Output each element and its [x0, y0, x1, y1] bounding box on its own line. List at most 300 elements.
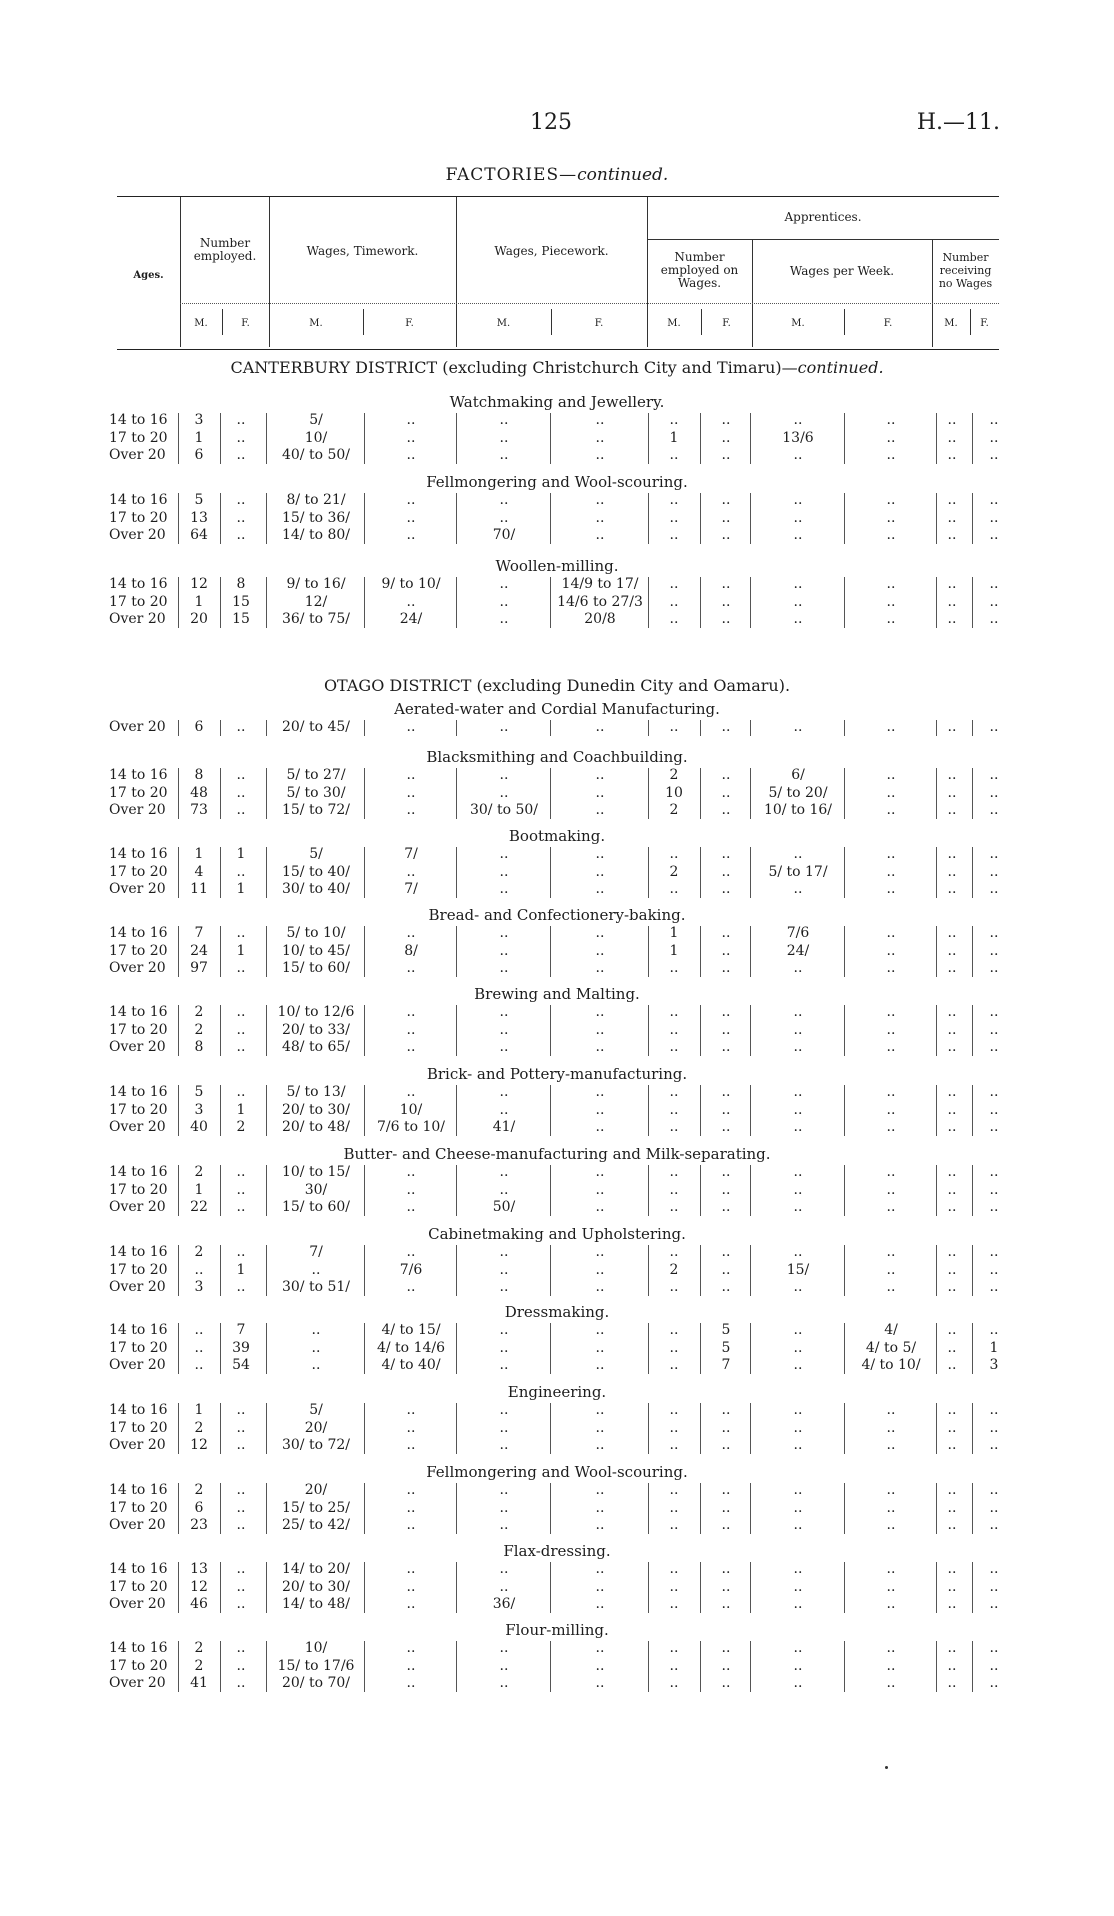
cell-appr-wages-m: ..	[793, 593, 803, 610]
cell-employed-m: 23	[190, 1517, 208, 1533]
table-row	[0, 447, 1114, 464]
trade-heading: Brewing and Malting.	[474, 985, 640, 1003]
cell-appr-employed-m: ..	[669, 1101, 679, 1118]
column-rule	[364, 1403, 365, 1454]
cell-appr-employed-m: 2	[669, 767, 679, 783]
column-rule	[456, 1562, 457, 1613]
column-rule	[648, 493, 649, 544]
cell-appr-wages-m: ..	[793, 1322, 803, 1338]
cell-appr-wages-f: 4/ to 5/	[865, 1339, 917, 1356]
table-row	[0, 1022, 1114, 1039]
cell-timework-f: ..	[406, 1499, 416, 1516]
cell-appr-nowages-f: ..	[989, 1244, 999, 1260]
cell-appr-wages-m: ..	[793, 960, 803, 976]
cell-appr-nowages-f: ..	[989, 412, 999, 428]
column-rule	[936, 720, 937, 736]
cell-appr-nowages-m: ..	[947, 1561, 957, 1577]
cell-appr-wages-f: ..	[886, 1657, 896, 1674]
column-rule	[550, 720, 551, 736]
cell-piecework-m: ..	[499, 767, 509, 783]
trade-heading: Engineering.	[507, 1383, 607, 1401]
cell-appr-wages-f: ..	[886, 719, 896, 735]
header-m: M.	[194, 318, 208, 329]
table-row	[0, 1244, 1114, 1261]
header-number-employed: Number employed.	[193, 236, 257, 263]
cell-age: 17 to 20	[109, 509, 168, 526]
cell-appr-nowages-m: ..	[947, 576, 957, 592]
cell-piecework-m: ..	[499, 881, 509, 897]
cell-piecework-m: ..	[499, 1004, 509, 1020]
column-rule	[972, 413, 973, 464]
cell-appr-wages-f: ..	[886, 1101, 896, 1118]
column-rule	[456, 926, 457, 977]
cell-age: 14 to 16	[109, 492, 168, 508]
cell-appr-nowages-f: ..	[989, 802, 999, 818]
cell-employed-f: ..	[236, 1482, 246, 1498]
column-rule	[220, 577, 221, 628]
cell-employed-m: 1	[194, 593, 204, 610]
column-rule	[844, 1323, 845, 1374]
column-rule	[700, 1562, 701, 1613]
cell-timework-m: 48/ to 65/	[281, 1039, 351, 1055]
cell-appr-employed-f: ..	[721, 1084, 731, 1100]
table-row	[0, 510, 1114, 527]
cell-appr-employed-m: ..	[669, 1119, 679, 1135]
cell-age: Over 20	[109, 611, 166, 627]
cell-timework-m: 5/ to 10/	[286, 925, 346, 941]
cell-employed-f: ..	[236, 719, 246, 735]
column-rule	[750, 1403, 751, 1454]
cell-appr-nowages-f: ..	[989, 1675, 999, 1691]
cell-timework-m: 20/ to 48/	[281, 1119, 351, 1135]
cell-timework-f: ..	[406, 1199, 416, 1215]
cell-timework-m: 15/ to 72/	[281, 802, 351, 818]
cell-appr-employed-f: ..	[721, 1021, 731, 1038]
page-reference: H.—11.	[916, 110, 1000, 135]
cell-appr-nowages-f: ..	[989, 1578, 999, 1595]
column-rule	[178, 493, 179, 544]
cell-appr-nowages-m: ..	[947, 925, 957, 941]
cell-piecework-f: ..	[595, 1164, 605, 1180]
column-rule	[648, 1165, 649, 1216]
cell-appr-employed-f: ..	[721, 1244, 731, 1260]
column-rule	[178, 1562, 179, 1613]
cell-appr-nowages-m: ..	[947, 412, 957, 428]
cell-appr-employed-f: ..	[721, 1419, 731, 1436]
cell-appr-wages-f: ..	[886, 412, 896, 428]
cell-age: 17 to 20	[109, 1499, 168, 1516]
cell-appr-employed-f: ..	[721, 1181, 731, 1198]
table-row	[0, 1561, 1114, 1578]
column-rule	[456, 1165, 457, 1216]
header-f: F.	[594, 318, 604, 329]
cell-appr-employed-f: ..	[721, 925, 731, 941]
cell-piecework-f: ..	[595, 429, 605, 446]
cell-appr-employed-m: 1	[669, 942, 679, 959]
cell-piecework-f: ..	[595, 492, 605, 508]
cell-employed-m: 11	[190, 881, 208, 897]
table-row	[0, 943, 1114, 960]
cell-appr-wages-f: ..	[886, 492, 896, 508]
cell-timework-m: 30/	[304, 1181, 328, 1198]
cell-piecework-f: ..	[595, 925, 605, 941]
cell-piecework-f: ..	[595, 1578, 605, 1595]
cell-age: 14 to 16	[109, 412, 168, 428]
cell-timework-f: ..	[406, 1084, 416, 1100]
cell-appr-employed-f: ..	[721, 527, 731, 543]
cell-appr-nowages-m: ..	[947, 1101, 957, 1118]
cell-timework-m: 9/ to 16/	[286, 576, 346, 592]
cell-appr-employed-m: ..	[669, 593, 679, 610]
cell-appr-wages-m: ..	[793, 1039, 803, 1055]
table-row	[0, 492, 1114, 509]
column-rule	[266, 926, 267, 977]
cell-appr-nowages-f: ..	[989, 1640, 999, 1656]
cell-employed-f: 15	[232, 611, 250, 627]
cell-appr-wages-m: ..	[793, 1437, 803, 1453]
cell-appr-employed-m: ..	[669, 412, 679, 428]
cell-employed-f: ..	[236, 1596, 246, 1612]
cell-appr-wages-f: ..	[886, 925, 896, 941]
column-rule	[972, 1641, 973, 1692]
cell-age: Over 20	[109, 1517, 166, 1533]
header-ages: Ages.	[133, 270, 164, 281]
header-appr-number-employed: Number employed on Wages.	[660, 250, 739, 290]
cell-piecework-f: ..	[595, 1119, 605, 1135]
cell-appr-employed-m: ..	[669, 1199, 679, 1215]
column-rule	[936, 413, 937, 464]
cell-appr-employed-f: ..	[721, 863, 731, 880]
cell-piecework-f: ..	[595, 1279, 605, 1295]
table-row	[0, 412, 1114, 429]
cell-appr-nowages-m: ..	[947, 1279, 957, 1295]
table-row	[0, 864, 1114, 881]
column-rule	[750, 1562, 751, 1613]
cell-timework-f: 4/ to 15/	[381, 1322, 441, 1338]
cell-piecework-m: 30/ to 50/	[469, 802, 539, 818]
column-rule	[178, 1165, 179, 1216]
cell-piecework-f: ..	[595, 1517, 605, 1533]
cell-piecework-m: 70/	[492, 527, 516, 543]
column-rule	[700, 1641, 701, 1692]
header-f: F.	[980, 318, 989, 329]
column-rule	[550, 1323, 551, 1374]
cell-timework-f: ..	[406, 492, 416, 508]
cell-appr-nowages-f: ..	[989, 942, 999, 959]
cell-employed-m: ..	[194, 1339, 204, 1356]
column-rule	[750, 1323, 751, 1374]
cell-appr-wages-m: ..	[793, 1357, 803, 1373]
cell-piecework-f: ..	[595, 1657, 605, 1674]
table-row	[0, 1437, 1114, 1454]
column-rule	[220, 1085, 221, 1136]
cell-timework-f: ..	[406, 1561, 416, 1577]
cell-appr-wages-m: ..	[793, 1339, 803, 1356]
column-rule	[972, 1323, 973, 1374]
column-rule	[266, 1483, 267, 1534]
cell-appr-wages-m: ..	[793, 1499, 803, 1516]
cell-appr-nowages-f: ..	[989, 1517, 999, 1533]
cell-appr-nowages-m: ..	[947, 527, 957, 543]
cell-appr-employed-m: ..	[669, 881, 679, 897]
cell-appr-nowages-f: ..	[989, 1561, 999, 1577]
cell-employed-m: 12	[190, 1578, 208, 1595]
column-rule	[700, 847, 701, 898]
cell-appr-wages-f: ..	[886, 1181, 896, 1198]
cell-appr-nowages-f: ..	[989, 1021, 999, 1038]
cell-appr-wages-f: ..	[886, 1499, 896, 1516]
cell-appr-employed-f: ..	[721, 1675, 731, 1691]
cell-employed-f: ..	[236, 1419, 246, 1436]
cell-appr-wages-f: ..	[886, 1578, 896, 1595]
cell-piecework-f: ..	[595, 1499, 605, 1516]
cell-age: 14 to 16	[109, 925, 168, 941]
cell-appr-wages-m: ..	[793, 1402, 803, 1418]
trade-heading: Cabinetmaking and Upholstering.	[428, 1225, 686, 1243]
cell-piecework-m: ..	[499, 1181, 509, 1198]
cell-piecework-f: ..	[595, 863, 605, 880]
column-rule	[936, 493, 937, 544]
cell-appr-wages-f: ..	[886, 429, 896, 446]
cell-age: Over 20	[109, 1675, 166, 1691]
cell-employed-m: 5	[194, 492, 204, 508]
cell-piecework-f: ..	[595, 719, 605, 735]
cell-piecework-m: ..	[499, 1339, 509, 1356]
cell-employed-f: ..	[236, 802, 246, 818]
cell-piecework-m: ..	[499, 412, 509, 428]
cell-appr-nowages-f: ..	[989, 863, 999, 880]
cell-appr-employed-m: ..	[669, 1181, 679, 1198]
cell-appr-wages-m: ..	[793, 1199, 803, 1215]
column-rule	[972, 493, 973, 544]
cell-employed-f: ..	[236, 1578, 246, 1595]
column-rule	[750, 1165, 751, 1216]
column-rule	[220, 1562, 221, 1613]
column-rule	[364, 1483, 365, 1534]
column-rule	[550, 1641, 551, 1692]
column-rule	[456, 1245, 457, 1296]
cell-piecework-m: ..	[499, 1021, 509, 1038]
cell-timework-f: 10/	[399, 1101, 423, 1118]
cell-piecework-f: 20/8	[584, 611, 616, 627]
cell-employed-f: ..	[236, 492, 246, 508]
cell-employed-f: 2	[236, 1119, 246, 1135]
cell-timework-m: 7/	[309, 1244, 323, 1260]
column-rule	[364, 1245, 365, 1296]
column-rule	[456, 847, 457, 898]
cell-appr-nowages-f: 3	[989, 1357, 999, 1373]
cell-appr-nowages-m: ..	[947, 1596, 957, 1612]
cell-timework-f: ..	[406, 1657, 416, 1674]
header-wages-timework: Wages, Timework.	[306, 244, 419, 258]
cell-timework-m: 15/ to 36/	[281, 509, 351, 526]
cell-piecework-m: ..	[499, 846, 509, 862]
cell-age: 14 to 16	[109, 1561, 168, 1577]
cell-timework-m: 15/ to 25/	[281, 1499, 351, 1516]
cell-timework-m: 15/ to 17/6	[277, 1657, 355, 1674]
cell-piecework-m: ..	[499, 1640, 509, 1656]
trade-heading: Fellmongering and Wool-scouring.	[426, 1463, 688, 1481]
cell-appr-employed-m: ..	[669, 1578, 679, 1595]
cell-appr-nowages-m: ..	[947, 1084, 957, 1100]
cell-timework-f: ..	[406, 1640, 416, 1656]
cell-piecework-m: ..	[499, 492, 509, 508]
cell-appr-nowages-f: ..	[989, 1199, 999, 1215]
cell-employed-f: ..	[236, 1084, 246, 1100]
header-m: M.	[496, 318, 511, 329]
cell-piecework-m: ..	[499, 719, 509, 735]
cell-appr-employed-f: ..	[721, 1004, 731, 1020]
cell-employed-m: ..	[194, 1322, 204, 1338]
cell-appr-wages-m: ..	[793, 492, 803, 508]
cell-appr-employed-m: ..	[669, 527, 679, 543]
cell-employed-m: 3	[194, 1101, 204, 1118]
cell-piecework-m: ..	[499, 1279, 509, 1295]
column-rule	[936, 1483, 937, 1534]
cell-age: Over 20	[109, 1279, 166, 1295]
cell-piecework-f: ..	[595, 1261, 605, 1278]
cell-timework-m: ..	[311, 1339, 321, 1356]
cell-appr-wages-m: ..	[793, 1675, 803, 1691]
cell-appr-employed-f: ..	[721, 846, 731, 862]
cell-timework-m: 15/ to 40/	[281, 863, 351, 880]
cell-appr-wages-m: ..	[793, 611, 803, 627]
cell-appr-employed-f: ..	[721, 719, 731, 735]
cell-appr-employed-f: ..	[721, 1657, 731, 1674]
cell-appr-employed-m: ..	[669, 1279, 679, 1295]
column-rule	[266, 720, 267, 736]
cell-appr-nowages-m: ..	[947, 447, 957, 463]
column-rule	[648, 1483, 649, 1534]
cell-employed-f: ..	[236, 429, 246, 446]
cell-appr-wages-f: ..	[886, 1199, 896, 1215]
column-rule	[266, 577, 267, 628]
cell-timework-m: 10/ to 45/	[281, 942, 351, 959]
cell-piecework-f: ..	[595, 767, 605, 783]
cell-appr-employed-m: 1	[669, 429, 679, 446]
cell-appr-employed-f: ..	[721, 509, 731, 526]
cell-age: 14 to 16	[109, 767, 168, 783]
cell-appr-wages-m: 5/ to 20/	[768, 784, 828, 801]
cell-employed-f: 1	[236, 942, 246, 959]
header-f: F.	[722, 318, 731, 329]
column-rule	[972, 1403, 973, 1454]
column-rule	[550, 1165, 551, 1216]
cell-appr-employed-m: ..	[669, 1419, 679, 1436]
trade-heading: Aerated-water and Cordial Manufacturing.	[394, 700, 720, 718]
column-rule	[364, 1165, 365, 1216]
column-rule	[220, 1323, 221, 1374]
cell-employed-m: 97	[190, 960, 208, 976]
cell-piecework-m: 36/	[492, 1596, 516, 1612]
cell-appr-employed-m: ..	[669, 1596, 679, 1612]
cell-age: Over 20	[109, 1199, 166, 1215]
cell-age: Over 20	[109, 1437, 166, 1453]
cell-employed-f: ..	[236, 1039, 246, 1055]
cell-piecework-f: ..	[595, 1339, 605, 1356]
cell-appr-wages-f: ..	[886, 1419, 896, 1436]
cell-employed-f: 1	[236, 846, 246, 862]
cell-appr-nowages-m: ..	[947, 1244, 957, 1260]
cell-employed-m: 2	[194, 1640, 204, 1656]
cell-employed-f: ..	[236, 1437, 246, 1453]
column-rule	[550, 1562, 551, 1613]
cell-employed-f: ..	[236, 509, 246, 526]
cell-piecework-m: ..	[499, 1561, 509, 1577]
cell-employed-m: 24	[190, 942, 208, 959]
cell-appr-nowages-m: ..	[947, 863, 957, 880]
trade-heading: Dressmaking.	[504, 1303, 610, 1321]
cell-employed-m: 46	[190, 1596, 208, 1612]
table-row	[0, 527, 1114, 544]
cell-employed-m: 48	[190, 784, 208, 801]
cell-age: Over 20	[109, 447, 166, 463]
cell-piecework-f: ..	[595, 960, 605, 976]
cell-appr-wages-m: ..	[793, 1596, 803, 1612]
column-rule	[844, 768, 845, 819]
cell-employed-f: ..	[236, 1164, 246, 1180]
cell-employed-f: 39	[232, 1339, 250, 1356]
cell-appr-employed-f: ..	[721, 942, 731, 959]
column-rule	[178, 720, 179, 736]
cell-timework-f: ..	[406, 1164, 416, 1180]
cell-piecework-m: ..	[499, 925, 509, 941]
cell-appr-nowages-m: ..	[947, 960, 957, 976]
cell-appr-nowages-m: ..	[947, 1181, 957, 1198]
table-row	[0, 1119, 1114, 1136]
cell-timework-f: ..	[406, 960, 416, 976]
cell-piecework-f: ..	[595, 1039, 605, 1055]
cell-piecework-m: ..	[499, 509, 509, 526]
column-rule	[936, 1641, 937, 1692]
column-rule	[750, 1005, 751, 1056]
cell-timework-f: 7/	[404, 846, 418, 862]
cell-piecework-m: ..	[499, 1261, 509, 1278]
cell-appr-wages-m: ..	[793, 1279, 803, 1295]
cell-employed-f: ..	[236, 412, 246, 428]
cell-appr-employed-f: ..	[721, 1640, 731, 1656]
column-rule	[648, 1085, 649, 1136]
cell-timework-m: 20/ to 70/	[281, 1675, 351, 1691]
table-row	[0, 785, 1114, 802]
cell-age: 14 to 16	[109, 1164, 168, 1180]
cell-appr-nowages-m: ..	[947, 1004, 957, 1020]
cell-appr-nowages-m: ..	[947, 611, 957, 627]
column-rule	[700, 577, 701, 628]
column-rule	[700, 768, 701, 819]
cell-appr-employed-f: ..	[721, 1199, 731, 1215]
cell-employed-f: ..	[236, 960, 246, 976]
cell-appr-wages-f: ..	[886, 1517, 896, 1533]
cell-employed-f: ..	[236, 1517, 246, 1533]
header-m: M.	[791, 318, 805, 329]
cell-piecework-m: ..	[499, 1357, 509, 1373]
column-rule	[364, 720, 365, 736]
cell-employed-m: 12	[190, 576, 208, 592]
cell-appr-employed-m: ..	[669, 1640, 679, 1656]
cell-timework-f: ..	[406, 863, 416, 880]
cell-appr-nowages-m: ..	[947, 1675, 957, 1691]
cell-appr-employed-m: ..	[669, 1499, 679, 1516]
cell-appr-wages-f: ..	[886, 1279, 896, 1295]
cell-timework-m: 5/ to 13/	[286, 1084, 346, 1100]
column-rule	[266, 1562, 267, 1613]
trade-heading: Watchmaking and Jewellery.	[449, 393, 665, 411]
cell-piecework-m: ..	[499, 942, 509, 959]
cell-piecework-f: ..	[595, 1402, 605, 1418]
cell-employed-m: 13	[190, 1561, 208, 1577]
cell-piecework-m: ..	[499, 784, 509, 801]
